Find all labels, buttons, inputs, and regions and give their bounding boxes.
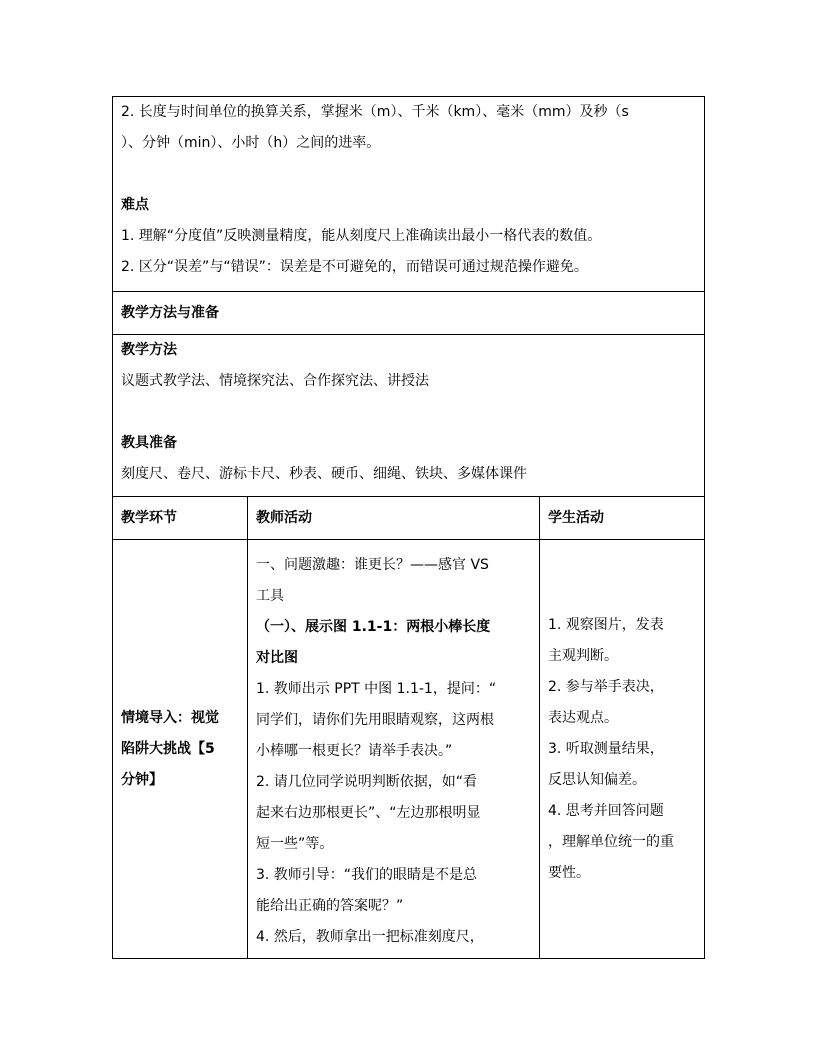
column-header-teacher: 教师活动	[248, 497, 540, 540]
teacher-activity-line: 工具	[256, 588, 284, 604]
unit-conversion-line-2: ）、分钟（min）、小时（h）之间的进率。	[121, 135, 381, 151]
teacher-activity-line: 短一些”等。	[256, 836, 334, 852]
student-activity-line: 主观判断。	[548, 647, 618, 664]
difficulty-row	[113, 97, 705, 292]
student-activity-line: 1. 观察图片，发表	[548, 616, 664, 633]
difficulty-point-2: 2. 区分“误差”与“错误”：误差是不可避免的，而错误可通过规范操作避免。	[121, 259, 588, 275]
teacher-activity-line: 3. 教师引导：“我们的眼睛是不是总	[256, 867, 478, 883]
teacher-activity-line: 对比图	[256, 650, 298, 666]
teacher-activity-line: （一）、展示图 1.1-1：两根小棒长度	[256, 619, 491, 635]
lesson-plan-table	[112, 96, 705, 959]
lesson-plan-page	[112, 96, 704, 959]
teacher-activity-cell	[248, 540, 540, 959]
teacher-activity	[256, 550, 531, 953]
column-header-stage: 教学环节	[113, 497, 248, 540]
student-activity-cell	[540, 540, 705, 959]
student-activity-line: 2. 参与举手表决，	[548, 678, 664, 695]
teacher-activity-line: 2. 请几位同学说明判断依据，如“看	[256, 774, 478, 790]
stage-name	[121, 703, 239, 796]
methods-text: 议题式教学法、情境探究法、合作探究法、讲授法	[121, 373, 429, 389]
teacher-activity-line: 能给出正确的答案呢？”	[256, 898, 404, 914]
student-activity-line: 反思认知偏差。	[548, 771, 646, 788]
difficulty-cell	[113, 97, 705, 292]
teacher-activity-line: 小棒哪一根更长？请举手表决。”	[256, 743, 453, 759]
teacher-activity-line: 同学们，请你们先用眼睛观察，这两根	[256, 712, 494, 728]
column-header-row	[113, 497, 705, 540]
methods-cell	[113, 335, 705, 497]
difficulty-heading: 难点	[121, 197, 149, 213]
stage-name-line: 陷阱大挑战【5	[121, 740, 215, 757]
methods-heading: 教学方法	[121, 342, 177, 358]
stage-row	[113, 540, 705, 959]
stage-name-line: 情境导入：视觉	[121, 709, 219, 726]
tools-text: 刻度尺、卷尺、游标卡尺、秒表、硬币、细绳、铁块、多媒体课件	[121, 466, 527, 482]
methods-header-row	[113, 292, 705, 335]
student-activity-line: 要性。	[548, 864, 590, 881]
teacher-activity-line: 起来右边那根更长”、“左边那根明显	[256, 805, 481, 821]
column-header-student: 学生活动	[540, 497, 705, 540]
methods-header: 教学方法与准备	[113, 292, 705, 335]
unit-conversion-line-1: 2. 长度与时间单位的换算关系，掌握米（m）、千米（km）、毫米（mm）及秒（s	[121, 104, 629, 120]
teacher-activity-line: 1. 教师出示 PPT 中图 1.1-1，提问：“	[256, 681, 497, 697]
difficulty-point-1: 1. 理解“分度值”反映测量精度，能从刻度尺上准确读出最小一格代表的数值。	[121, 228, 602, 244]
student-activity-line: ，理解单位统一的重	[548, 833, 674, 850]
teacher-activity-line: 一、问题激趣：谁更长？——感官 VS	[256, 557, 489, 573]
student-activity-line: 表达观点。	[548, 709, 618, 726]
methods-row	[113, 335, 705, 497]
student-activity-line: 4. 思考并回答问题	[548, 802, 664, 819]
student-activity-line: 3. 听取测量结果，	[548, 740, 664, 757]
tools-heading: 教具准备	[121, 435, 177, 451]
spacer	[121, 159, 696, 190]
stage-name-line: 分钟】	[121, 771, 163, 788]
spacer	[121, 397, 696, 428]
stage-cell	[113, 540, 248, 959]
teacher-activity-line: 4. 然后，教师拿出一把标准刻度尺，	[256, 929, 484, 945]
student-activity	[548, 610, 696, 889]
